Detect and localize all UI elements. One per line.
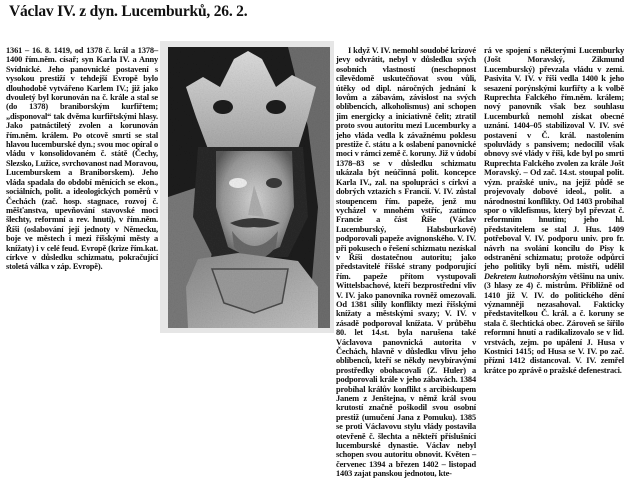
text-column-middle xyxy=(336,46,476,479)
paragraph: 1361 – 16. 8. 1419, od 1378 č. král a 1378–1400 řím.něm. císař; syn Karla IV. a Anny Svídnické. Jeho panovnické postavení s vysokou prestiží v tehdejší Evropě bylo dlouhodobě vytvářeno Karlem IV.; již jako dvouletý byl korunován na č. krále a stal se (do 1378) braniborským kurfiřtem; „disponoval“ tak dvěma kurfiřtskými hlasy. Jako patnáctiletý zvolen a korunován řím.něm. králem. Po otcově smrti se stal hlavou lucemburské dyn.; svou moc opíral o vládu v konsolidovaném č. státě (Čechy, Slezsko, Lužice, svrchovanost nad Moravou, Lucemburskem a Braniborskem). Jeho vláda spadala do období měnících se ekon., sociálních, polit. a ideologických poměrů v Čechách (zač. hosp. stagnace, rozvoj č. měšťanstva, upevňování stavovské moci šlechty, reformní a rev. hnutí), v řím.něm. Říši (oslabování její jednoty v Německu, boje ve městech i mezi říšskými městy a knížaty) i v celé feud. Evropě (krize řím.kat. církve v důsledku schizmatu, pokračující stoletá válka v záp. Evropě). xyxy=(6,46,158,272)
paragraph-text: rá ve spojení s některými Lucemburky (Jošt Moravský, Zikmund Lucemburský) převzala vládu v zemi. Pasivita V. IV. v říši vedla 1400 k jeho sesazení porýnskými kurfiřty a k volbě Ruprechta Falckého řím.něm. králem; nový panovník však bez souhlasu Lucemburků nemohl získat obecné uznání. 1404–05 stabilizoval V. IV. své postavení v Č. král. nastolením spoluvlády s pansivem; nedocílil však obnovy své vlády v říši, kde byl po smrti Ruprechta Falckého zvolen za krále Jošt Moravský. – Od zač. 14.st. stoupal polit. význ. pražské univ., na jejíž půdě se projevovaly dobové ideol., polit. a národnostní konflikty. Od 1403 probíhal spor o viklefismus, který byl převzat č. reformním hnutím; jeho hl. představitelem se stal J. Hus. 1409 potřeboval V. IV. podporu univ. pro fr. návrh na svolání koncilu do Pisy k odstranění schizmatu; protože odpůrci jeho politiky byli něm. mistři, udělil xyxy=(484,46,624,272)
paragraph: I když V. IV. nemohl soudobé krizové jevy odvrátit, nebyl v důsledku svých osobních vlastností (neschopnost cílevědomě uskutečňovat svou vůli, útěky od dipl. náročných jednání k lovům a zábavám, závislost na svých oblíbencích, alkoholismus) ani schopen jim energicky a iniciativně čelit; ztratil proto svou autoritu mezi Lucemburky a jeho vláda vedla k závažnému poklesu prestiže č. státu a k oslabení panovnické moci v rámci země č. koruny. Již v údobí 1378–83 se v důsledku schizmatu ukázala být neúčinná polit. koncepce Karla IV., zal. na spolupráci s církví a dobrých vztazích s Francií. V. IV. zůstal stoupencem řím. papeže, jenž mu vycházel v mnohém vstříc, zatímco Francie a část Říše (Václav Lucemburský, Habsburkové) podporovali papeže avignonského. V. IV. při pokusech o řešení schizmatu nezískal v Říši dostatečnou autoritu; jako představitelé říšské strany podporující řím. papeže přítom vystupovali Wittelsbachové, kteří bezprostřední vliv V. IV. jako panovníka rovněž omezovali. Od 1381 sílily konflikty mezi říšskými knížaty a městskými svazy; V. IV. v zásadě podporoval knížata. V průběhu 80. let 14.st. byla narušena také Václavova panovnická autorita v Čechách, hlavně v důsledku vlivu jeho oblíbenců, kteří se někdy nevybíravými prostředky obohacovali (Z. Huler) a podporovali krále v jeho zábavách. 1384 probíhal králův konflikt s arcibiskupem Janem z Jenštejna, v němž král svou krutostí značně poškodil svou osobní prestiž (umučení Jana z Pomuku). 1385 se proti Václavovu stylu vlády postavila otevřeně č. šlechta a někteří příslušníci lucemburské dynastie. Václav nebyl schopen svou autoritu obnovit. Květen – červenec 1394 a březen 1402 – listopad 1403 zajat panskou jednotou, kte- xyxy=(336,46,476,479)
page-title: Václav IV. z dyn. Lucemburků, 26. 2. xyxy=(9,3,248,20)
paragraph xyxy=(484,46,624,375)
decree-name-italic: Dekretem kutnohorským xyxy=(484,271,567,281)
sculpture-bust-image xyxy=(168,47,330,328)
portrait-photo xyxy=(168,47,330,328)
text-column-right xyxy=(484,46,624,375)
paragraph-text-end: většinu na univ. (3 hlasy ze 4) č. mistrům. Přibližně od 1410 již V. IV. do politického dění významněji nezasahoval. Fakticky představitelkou Č. král. a č. koruny se stala č. šlechtická obec. Zároveň se šířilo reformní hnutí a radikalizovalo se v lid. vrstvách, zejm. po upálení J. Husa v Kostnici 1415; od Husa se V. IV. po zač. přízni 1412 distancoval. V. IV. zemřel krátce po zprávě o pražské defenestraci. xyxy=(484,271,624,375)
text-column-left xyxy=(6,46,158,272)
